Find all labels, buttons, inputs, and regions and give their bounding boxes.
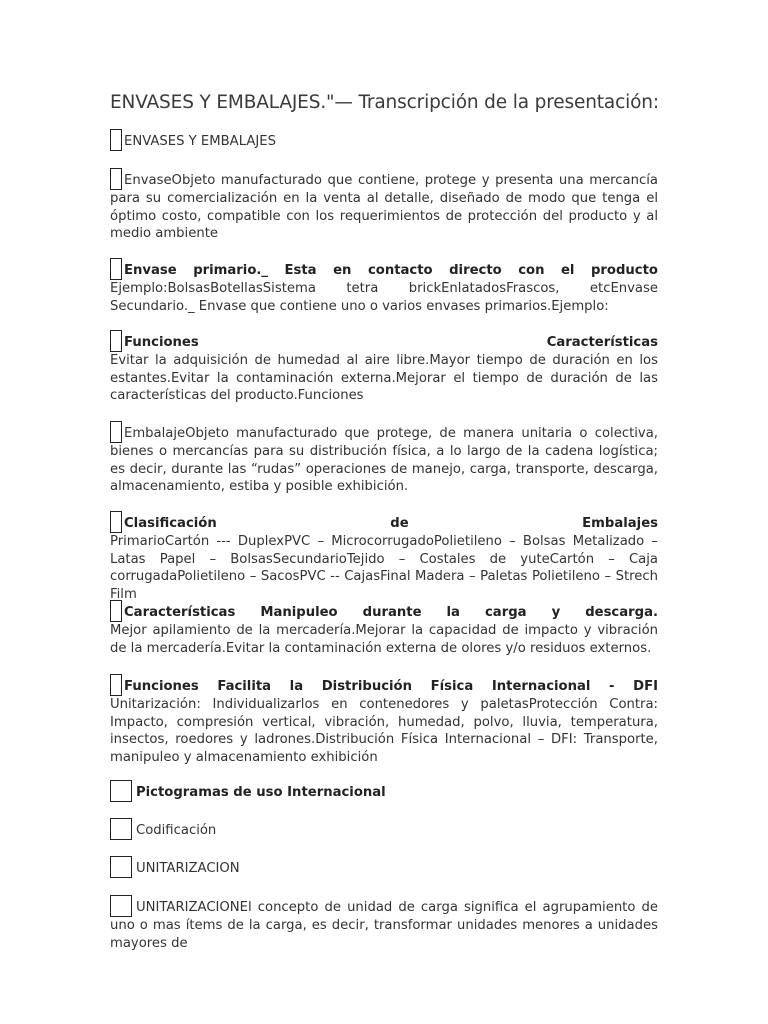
slide-thumbnail[interactable] — [110, 818, 132, 840]
slide-body: UNITARIZACIONEl concepto de unidad de carga significa el agrupamiento de uno o mas ítems de la carga, es decir, transformar unidades menores a unidades mayores de — [110, 900, 658, 951]
slide-3 — [110, 330, 658, 405]
slide-11 — [110, 895, 658, 952]
slide-thumbnail[interactable] — [110, 168, 122, 190]
slide-body: UNITARIZACION — [136, 861, 240, 876]
slide-thumbnail[interactable] — [110, 674, 122, 696]
slide-body: Codificación — [136, 823, 217, 838]
slide-heading-right: Características — [546, 335, 658, 351]
slide-body: EmbalajeObjeto manufacturado que protege, de manera unitaria o colectiva, bienes o mercancías para su distribución física, a lo largo de la cadena logística; es decir, durante las “rudas” operaciones de manejo, carga, transporte, descarga, almacenamiento, estiba y posible exhibición. — [110, 426, 658, 495]
slide-heading: Características Manipuleo durante la carga y descarga. — [124, 605, 658, 620]
slide-heading: Pictogramas de uso Internacional — [136, 785, 386, 800]
slide-thumbnail[interactable] — [110, 600, 122, 622]
slide-heading: Funciones Facilita la Distribución Física Internacional - DFI — [124, 679, 658, 694]
slide-body: EnvaseObjeto manufacturado que contiene, protege y presenta una mercancía para su comercialización en la venta al detalle, diseñado de modo que tenga el óptimo costo, compatible con los requerimientos de protección del producto y al medio ambiente — [110, 173, 658, 242]
slide-heading: Clasificación de Embalajes — [124, 516, 658, 531]
slide-heading: Funciones — [124, 335, 199, 350]
slide-body: Unitarización: Individualizarlos en contenedores y paletasProtección Contra: Impacto, compresión vertical, vibración, humedad, polvo, lluvia, temperatura, insectos, roedores y ladrones.Distribución Física Internacional – DFI: Transporte, manipuleo y almacenamiento exhibición — [110, 697, 658, 765]
slide-thumbnail[interactable] — [110, 330, 122, 352]
slide-0 — [110, 129, 658, 151]
slide-body: Mejor apilamiento de la mercadería.Mejorar la capacidad de impacto y vibración de la mercadería.Evitar la contaminación externa de olores y/o residuos externos. — [110, 623, 658, 656]
slide-8 — [110, 780, 658, 802]
slide-thumbnail[interactable] — [110, 780, 132, 802]
slide-4 — [110, 421, 658, 496]
slide-thumbnail[interactable] — [110, 511, 122, 533]
slide-1 — [110, 168, 658, 243]
slide-heading: Envase primario._ Esta en contacto directo con el producto — [124, 263, 658, 278]
slide-body: Evitar la adquisición de humedad al aire libre.Mayor tiempo de duración en los estantes.Evitar la contaminación externa.Mejorar el tiempo de duración de las características del producto.Funciones — [110, 353, 658, 404]
slide-thumbnail[interactable] — [110, 856, 132, 878]
slide-body: Ejemplo:BolsasBotellasSistema tetra brickEnlatadosFrascos, etcEnvase Secundario._ Envase que contiene uno o varios envases primarios.Ejemplo: — [110, 281, 658, 314]
slide-thumbnail[interactable] — [110, 895, 132, 917]
slide-10 — [110, 856, 658, 878]
slide-2 — [110, 258, 658, 315]
slide-5 — [110, 511, 658, 603]
slide-body: PrimarioCartón --- DuplexPVC – MicrocorrugadoPolietileno – Bolsas Metalizado – Latas Papel – BolsasSecundarioTejido – Costales de yuteCartón – Caja corrugadaPolietileno – SacosPVC -- CajasFinal Madera – Paletas Polietileno – Strech Film — [110, 534, 658, 602]
slide-9 — [110, 818, 658, 840]
slide-thumbnail[interactable] — [110, 129, 122, 151]
slide-6 — [110, 600, 658, 657]
slide-thumbnail[interactable] — [110, 258, 122, 280]
slide-7 — [110, 674, 658, 766]
slide-thumbnail[interactable] — [110, 421, 122, 443]
page-title: ENVASES Y EMBALAJES."— Transcripción de la presentación: — [110, 92, 659, 113]
slide-heading: ENVASES Y EMBALAJES — [124, 134, 276, 149]
